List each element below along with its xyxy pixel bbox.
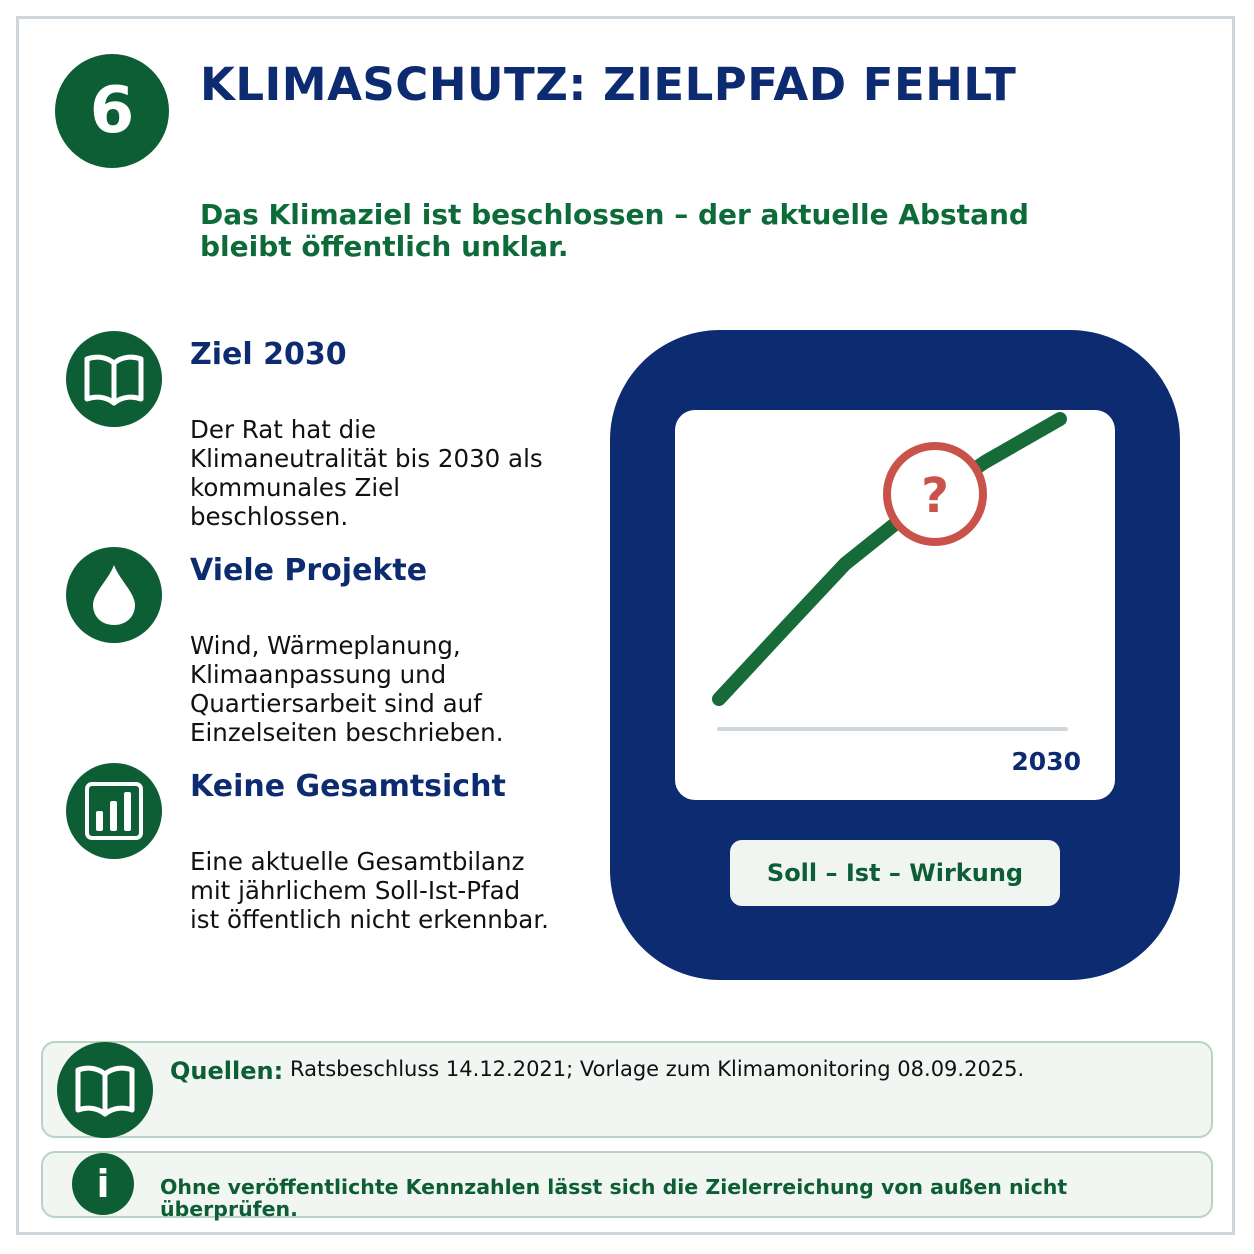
question-mark: ?	[921, 468, 949, 524]
item-title-projects: Viele Projekte	[190, 553, 428, 588]
trend-line	[719, 419, 1060, 699]
item-body-goal: Der Rat hat die Klimaneutralität bis 2030 als kommunales Ziel beschlossen.	[190, 415, 543, 531]
pill-label: Soll – Ist – Wirkung	[766, 859, 1024, 887]
section-number: 6	[89, 74, 135, 148]
sources-text: Ratsbeschluss 14.12.2021; Vorlage zum Klimamonitoring 08.09.2025.	[290, 1057, 1025, 1081]
bar-chart-icon	[84, 781, 144, 841]
note-text: Ohne veröffentlichte Kennzahlen lässt sich die Zielerreichung von außen nicht überprüfen.	[160, 1175, 1068, 1221]
sources-label: Quellen:	[170, 1057, 284, 1085]
soll-ist-pill	[730, 840, 1060, 906]
sources-box	[41, 1041, 1213, 1138]
item-icon-circle	[66, 547, 162, 643]
item-title-goal: Ziel 2030	[190, 337, 347, 372]
section-number-badge	[55, 54, 169, 168]
page-title: KLIMASCHUTZ: ZIELPFAD FEHLT	[200, 58, 1017, 111]
info-icon-text: i	[96, 1162, 110, 1206]
page-subtitle: Das Klimaziel ist beschlossen – der aktuelle Abstand bleibt öffentlich unklar.	[200, 198, 1029, 263]
trend-card	[675, 410, 1115, 800]
year-label: 2030	[1011, 747, 1081, 776]
trend-illustration	[675, 410, 1115, 800]
item-title-overview: Keine Gesamtsicht	[190, 769, 506, 804]
open-book-icon	[83, 349, 145, 409]
item-body-projects: Wind, Wärmeplanung, Klimaanpassung und Quartiersarbeit sind auf Einzelseiten beschrieben.	[190, 631, 504, 747]
info-icon	[72, 1153, 134, 1215]
drop-icon	[89, 563, 139, 627]
item-body-overview: Eine aktuelle Gesamtbilanz mit jährlichem Soll-Ist-Pfad ist öffentlich nicht erkennbar.	[190, 847, 549, 934]
item-icon-circle	[66, 763, 162, 859]
open-book-icon	[74, 1060, 136, 1120]
item-icon-circle	[66, 331, 162, 427]
sources-icon-circle	[57, 1042, 153, 1138]
